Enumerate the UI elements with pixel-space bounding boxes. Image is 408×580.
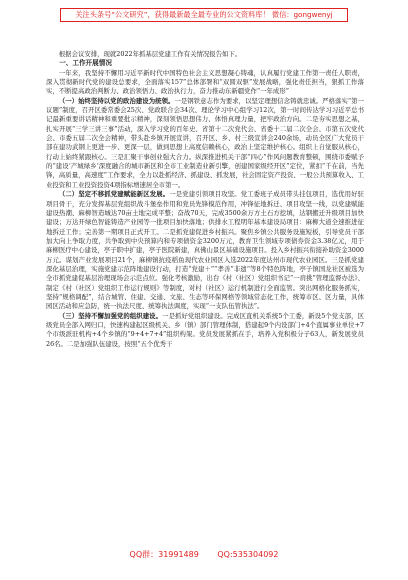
item-1-lead: （一）始终坚持以党的政治建设为统领。	[58, 96, 175, 105]
promo-banner: 关注头条号“公文研究”，获得最新最全最专业的公文资料库！ 微信：gongwenyj	[60, 8, 348, 22]
section-heading-1: 一、工作开展情况	[59, 59, 112, 68]
item-2-paragraph	[46, 190, 364, 311]
footer-contacts	[0, 548, 408, 562]
item-2-lead: （二）坚定不移抓党建赋能新区发展。	[58, 190, 170, 199]
item-2-text: 一是党建引领项目攻坚。党工委班子成员带头挂包项目，选优用好驻项目骨干，充分发挥基层党组织战斗堡垒作用和党员先锋模范作用，冲锋征地拆迁、项目攻坚一线，以党建赋能建设热潮、麻柳智造城达70亩土地完成平整；奋战70天，完成3500余万方土石方挖填，达钢搬迁升级项目加快建设；万达开绿色智能铸造产业园等一批项目加快落地；供排水工程明年基本建设局项目：麻柳大道全速推进征地拆迁工作；完善第一期项目正式开工。二是抓党建促进乡村振兴。聚焦乡镇公共服务设施短板，引导党员干部加大向上争取力度，共争取到中央预算内和专项债资金3200万元，教育卫生领域专项债券资金3.38亿元，用于麻柳医疗中心建设，亭子职中扩建，亭子医院新建，真佛山景区基础设施项目。投入乡村振兴衔接补助资金3000万元。谋划产业发展项目21个，麻柳镇抗疫稻鱼现代农业园区入选2022年度达州市现代农业园区。三是抓党建深化基层治理，实施党建示范阵地建设行动，打造“党建＋”“孝善”非遗“等8个特色阵地，亭子镇国龙社区被选为全市抓党建促基层治理现场会示范点位。强化考核激励，出台《村（社区）党组织书记“一肩挑”管理监督办法》、制定《村（社区）党组织工作运行规则》等制度，对村（社区）运行机制进行全面监管。突出网格化服务抓实，坚持“规格调配”，结合城管、住建、交通、文旅、生态等环保网格等领域常态化工作，统筹市区、区力量，具体园区活动和应急防，统一执法尺度、统筹执法调度，实现“一支队伍管执法”。	[46, 190, 364, 311]
qq-contact-2: QQ:535304092	[217, 550, 279, 559]
qq-contact: QQ群：31991489	[129, 550, 199, 559]
item-3-text: 一是抓好党组织建设。完成区直机关系统5个工委，新设5个党支部，区级党员全部入网归口，快速构建起区级机关、乡（镇）部门管理体制，搭建起9个内设部门+4个直属事业单位+7个市级派驻机构+4个乡镇的“9+4+7+4”组织构架。党员发展紧抓在手，培养入党积极分子63人，新发展党员26名。二是加强队伍建设，按照“五个优秀干	[46, 311, 364, 348]
item-1-paragraph	[46, 97, 364, 190]
item-3-paragraph	[46, 312, 364, 349]
item-1-text: 一是钢铁意志作为要求，以坚定理想信念铸就忠诚。严格落实“第一议题”制度，召开区委常委会25次、党政联合会34次、理论学习中心组学习12次，第一时间传达学习习近平总书记最新重要讲话精神和重要批示精神，深刻领悟思想伟力、体悟真理力量，把牢政治方向。二是夯实思想之基，扎实开展“三学三讲三事”活动，深入学习党的百年史、省第十二次党代会、省委十二届二次全会、市第五次党代会、市委五届二次全会精神，带头赴乡镇开展宣讲，召开区、乡、村三级宣讲会240余场，动员全区广大党员干部在建功武钢上更进一步、更深一层，做到思想上高度信赖核心，政治上坚定维护核心。组织上自觉服从核心，行动上始终紧跟核心。三是汇聚干事创业强大合力。纵深推进机关干部“四心”作风问题教育整顿，围绕市委赋予的“建设‘产城绿乡’深度融合的城市新区和全市工业制造业新引擎，创建国家级经开区”定位，紧扣“千在前，当先锋，高质量，高速度”工作要求，全力以赴抓经济、抓建设、抓发展，社会固定资产投资、一般公共预算收入、工业投资和工业投资投资4项指标增速居全市第一。	[46, 96, 364, 189]
document-body	[46, 50, 364, 550]
item-3-lead: （三）坚持不懈加强党的组织建设。	[58, 311, 163, 320]
body-paragraph-1: 一年来，我坚持不懈用习近平新时代中国特色社会主义思想凝心铸魂，认真履行党建工作第一责任人职责，深入贯彻新时代党的建设总要求，全面落实157”总体部署和“双圆双驱”发展战略，强化责任担当，狠抓工作落实，不断提高政治判断力、政治领悟力、政治执行力，奋力推动东新疆党作“一年成形”	[46, 68, 364, 96]
intro-paragraph: 根据会议安排，现就2022年抓基层党建工作有关情况报告如下。	[58, 50, 242, 58]
